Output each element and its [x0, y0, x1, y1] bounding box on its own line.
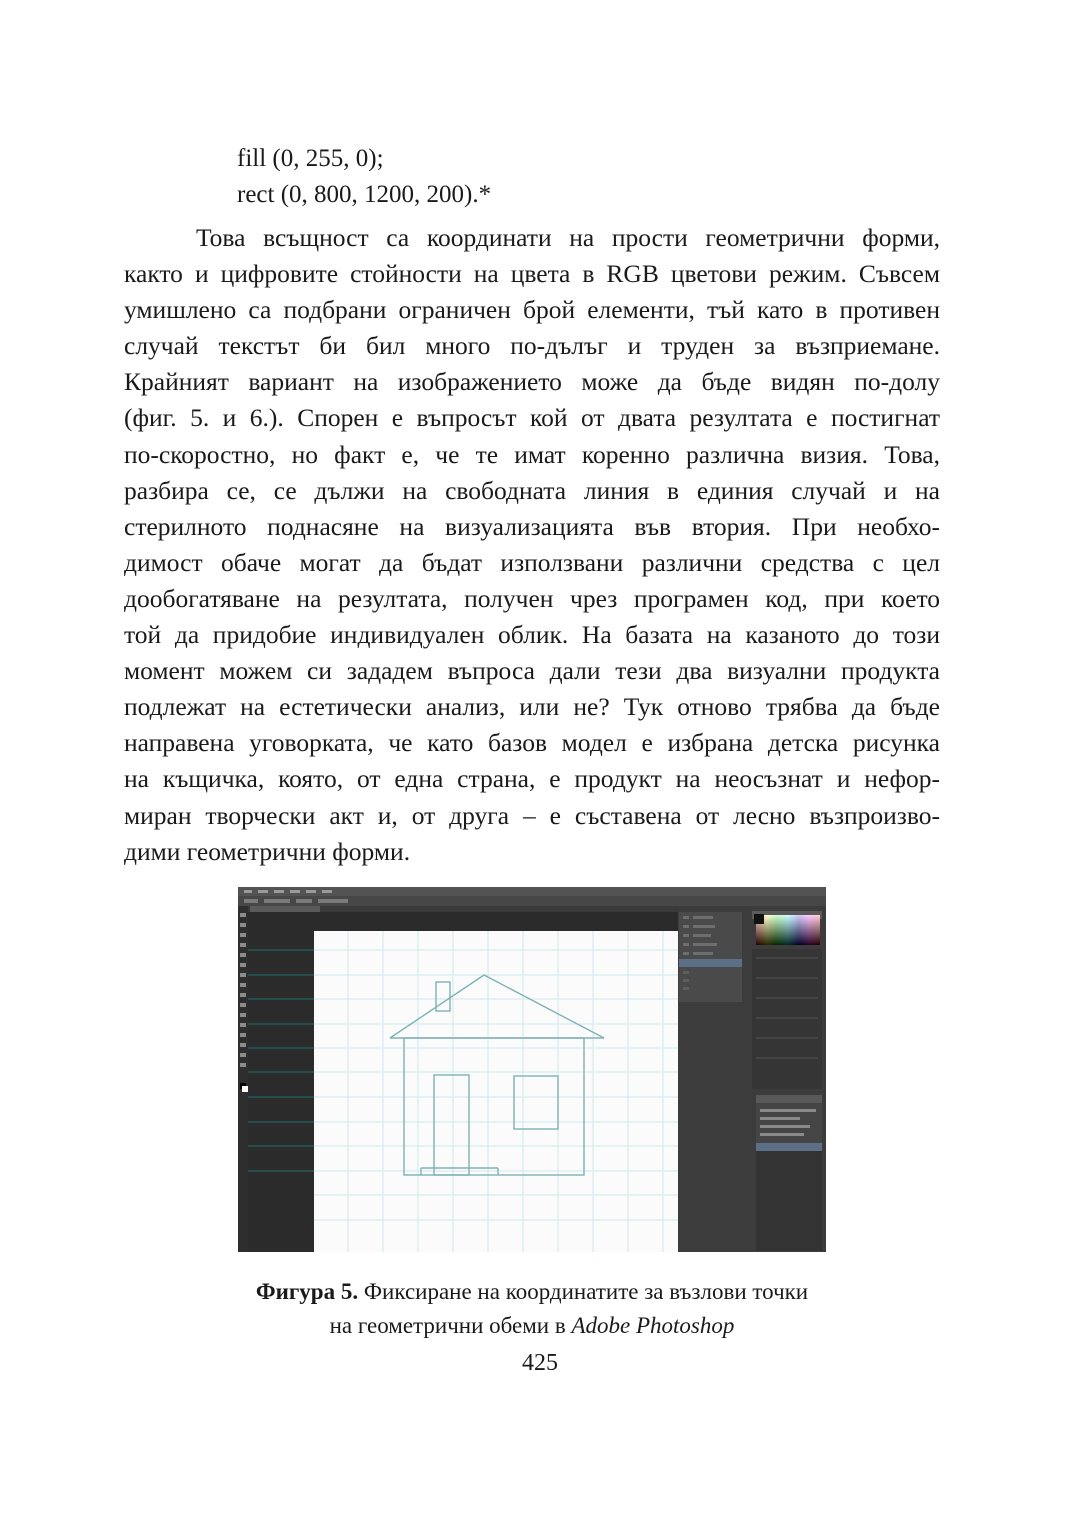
paragraph-line: дими геометрични форми.	[124, 836, 411, 866]
paragraph-line: той да придобие индивидуален облик. На базата на казаното до този	[124, 620, 940, 650]
paragraph-line: миран творчески акт и, от друга – е съставена от лесно възпроизво-	[124, 800, 940, 830]
paragraph-line: стерилното поднасяне на визуализацията във втория. При необхо-	[124, 511, 940, 541]
paragraph-line: умишлено са подбрани ограничен брой елементи, тъй като в противен	[124, 295, 940, 325]
paragraph-line: случай текстът би бил много по-дълъг и труден за възприемане.	[124, 331, 940, 361]
paragraph-line: разбира се, се дължи на свободната линия в единия случай и на	[124, 475, 940, 505]
paragraph-line: по-скоростно, но факт е, че те имат коренно различна визия. Това,	[124, 439, 940, 469]
figure-caption-text: на геометрични обеми в	[329, 1313, 566, 1338]
code-line-fill: fill (0, 255, 0);	[237, 145, 384, 172]
code-line-rect: rect (0, 800, 1200, 200).*	[237, 181, 492, 208]
figure-caption-label: Фигура 5.	[255, 1279, 359, 1304]
figure-caption-text: Фиксиране на координатите за възлови точки	[363, 1279, 809, 1304]
paragraph-line: направена уговорката, че като базов модел е избрана детска рисунка	[124, 728, 940, 758]
figure-caption-software: Adobe Photoshop	[571, 1313, 735, 1338]
paragraph-line: както и цифровите стойности на цвета в RGB цветови режим. Съвсем	[124, 259, 940, 289]
page-number: 425	[522, 1350, 558, 1376]
body-paragraph	[124, 220, 940, 870]
paragraph-line: дообогатяване на резултата, получен чрез програмен код, при което	[124, 583, 940, 613]
paragraph-line: Крайният вариант на изображението може да бъде видян по-долу	[124, 367, 940, 397]
paragraph-line: Това всъщност са координати на прости геометрични форми,	[196, 223, 940, 252]
paragraph-line: момент можем си зададем въпроса дали тези два визуални продукта	[124, 656, 940, 686]
figure-caption-line-2	[124, 1311, 940, 1341]
paragraph-line: димост обаче могат да бъдат използвани различни средства с цел	[124, 547, 940, 577]
photoshop-screenshot-figure	[238, 887, 826, 1252]
paragraph-line: (фиг. 5. и 6.). Спорен е въпросът кой от двата резултата е постигнат	[124, 403, 940, 433]
paragraph-line: подлежат на естетически анализ, или не? Тук отново трябва да бъде	[124, 692, 940, 722]
paragraph-line: на къщичка, която, от една страна, е продукт на неосъзнат и нефор-	[124, 764, 940, 794]
figure-caption-line-1	[124, 1277, 940, 1307]
